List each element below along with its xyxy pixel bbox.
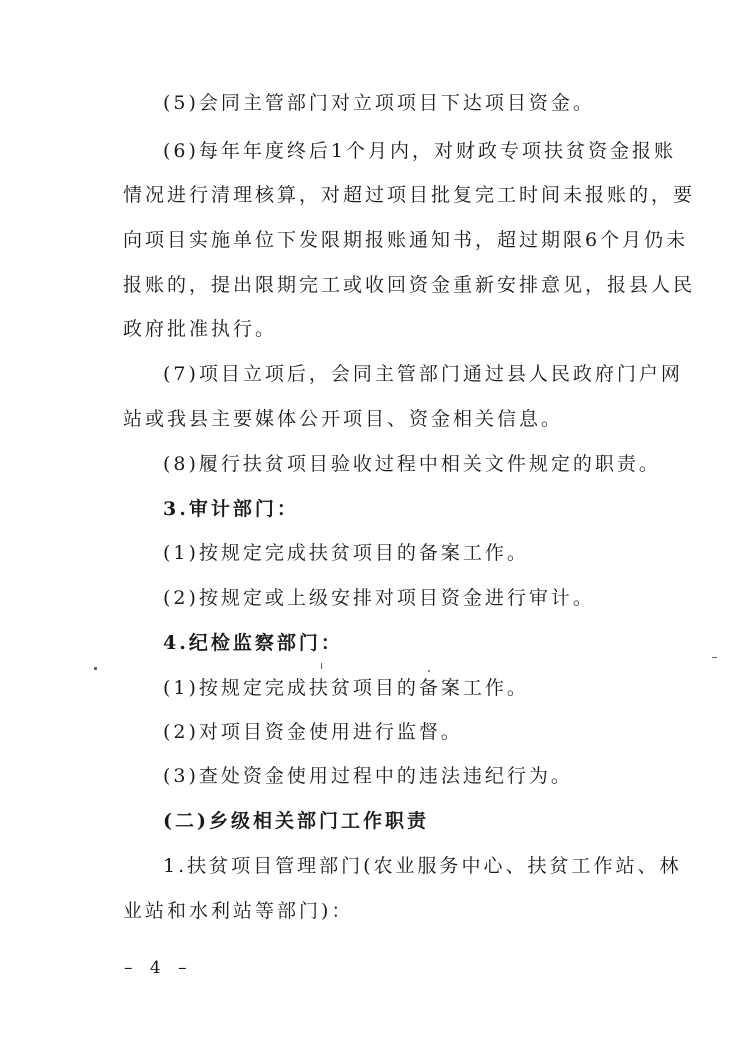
paragraph-6-line-4: 报账的，提出限期完工或收回资金重新安排意见，报县人民 [123,274,696,296]
paragraph-6-line-1: (6)每年年度终后1个月内，对财政专项扶贫资金报账 [163,140,677,162]
scan-speck [428,670,430,672]
section-4-item-2: (2)对项目资金使用进行监督。 [163,721,463,743]
paragraph-7-line-1: (7)项目立项后，会同主管部门通过县人民政府门户网 [163,363,683,385]
scan-speck [94,667,97,670]
item-1-line-1: 1.扶贫项目管理部门(农业服务中心、扶贫工作站、林 [163,855,682,877]
scan-speck [712,657,717,658]
section-3-item-1: (1)按规定完成扶贫项目的备案工作。 [163,542,529,564]
item-1-line-2: 业站和水利站等部门)： [123,900,354,922]
paragraph-6-line-5: 政府批准执行。 [123,318,278,340]
paragraph-7-line-2: 站或我县主要媒体公开项目、资金相关信息。 [123,408,564,430]
paragraph-8-line-1: (8)履行扶贫项目验收过程中相关文件规定的职责。 [163,453,661,475]
paragraph-6-line-3: 向项目实施单位下发限期报账通知书，超过期限6个月仍未 [123,229,689,251]
page-number: – 4 – [124,958,193,978]
subsection-heading: (二)乡级相关部门工作职责 [163,810,429,832]
section-3-item-2: (2)按规定或上级安排对项目资金进行审计。 [163,587,595,609]
section-4-heading: 4.纪检监察部门： [163,632,343,654]
section-4-item-3: (3)查处资金使用过程中的违法违纪行为。 [163,765,573,787]
section-3-heading: 3.审计部门： [163,498,299,520]
paragraph-5-line-1: (5)会同主管部门对立项项目下达项目资金。 [163,92,595,114]
section-4-item-1: (1)按规定完成扶贫项目的备案工作。 [163,677,529,699]
scan-speck [321,663,322,669]
paragraph-6-line-2: 情况进行清理核算，对超过项目批复完工时间未报账的，要 [123,184,696,206]
